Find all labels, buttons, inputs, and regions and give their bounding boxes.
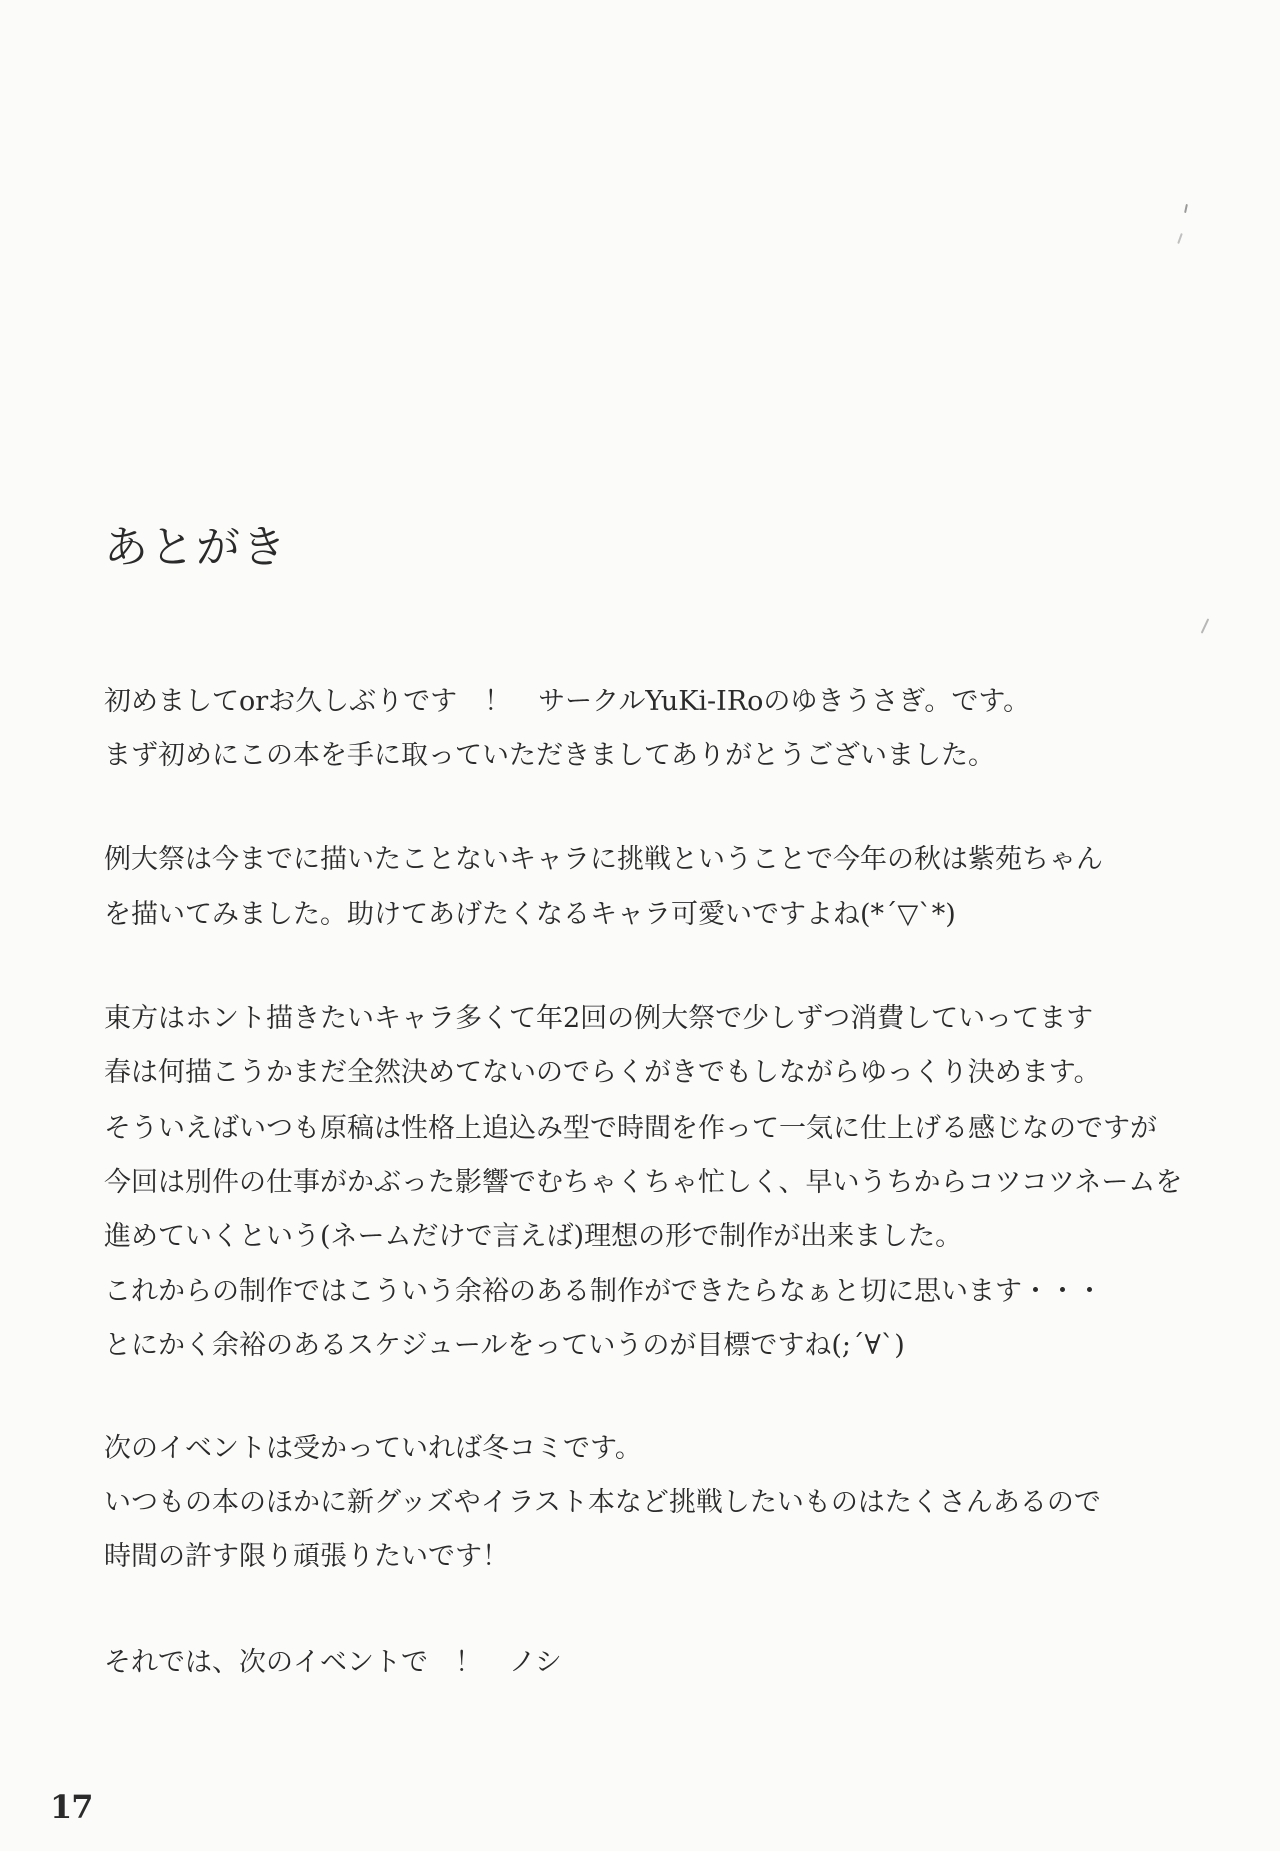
text-line: 東方はホント描きたいキャラ多くて年2回の例大祭で少しずつ消費していってます — [104, 1003, 1094, 1034]
text-line: それでは、次のイベントで ！ ノシ — [104, 1647, 562, 1678]
text-line: これからの制作ではこういう余裕のある制作ができたらなぁと切に思います・・・ — [104, 1276, 1103, 1307]
text-line: 進めていくという(ネームだけで言えば)理想の形で制作が出来ました。 — [104, 1221, 963, 1252]
text-line: 例大祭は今までに描いたことないキャラに挑戦ということで今年の秋は紫苑ちゃん — [104, 844, 1103, 875]
scan-speck — [1177, 233, 1183, 244]
text-line: とにかく余裕のあるスケジュールをっていうのが目標ですね(;´∀`) — [104, 1330, 905, 1361]
afterword-heading: あとがき — [104, 522, 288, 573]
scan-speck — [1201, 618, 1210, 633]
text-line: 初めましてorお久しぶりです ！ サークルYuKi-IRoのゆきうさぎ。です。 — [104, 686, 1031, 717]
text-line: 春は何描こうかまだ全然決めてないのでらくがきでもしながらゆっくり決めます。 — [104, 1057, 1101, 1088]
text-line: まず初めにこの本を手に取っていただきましてありがとうございました。 — [104, 740, 995, 771]
text-line: そういえばいつも原稿は性格上追込み型で時間を作って一気に仕上げる感じなのですが — [104, 1113, 1157, 1144]
text-line: 次のイベントは受かっていれば冬コミです。 — [104, 1433, 642, 1464]
text-line: 時間の許す限り頑張りたいです！ — [104, 1541, 509, 1572]
text-line: いつもの本のほかに新グッズやイラスト本など挑戦したいものはたくさんあるので — [104, 1487, 1101, 1518]
scan-speck — [1184, 204, 1188, 213]
page-number: 17 — [50, 1788, 93, 1826]
text-line: を描いてみました。助けてあげたくなるキャラ可愛いですよね(*´▽`*) — [104, 899, 956, 930]
text-line: 今回は別件の仕事がかぶった影響でむちゃくちゃ忙しく、早いうちからコツコツネームを — [104, 1167, 1183, 1198]
